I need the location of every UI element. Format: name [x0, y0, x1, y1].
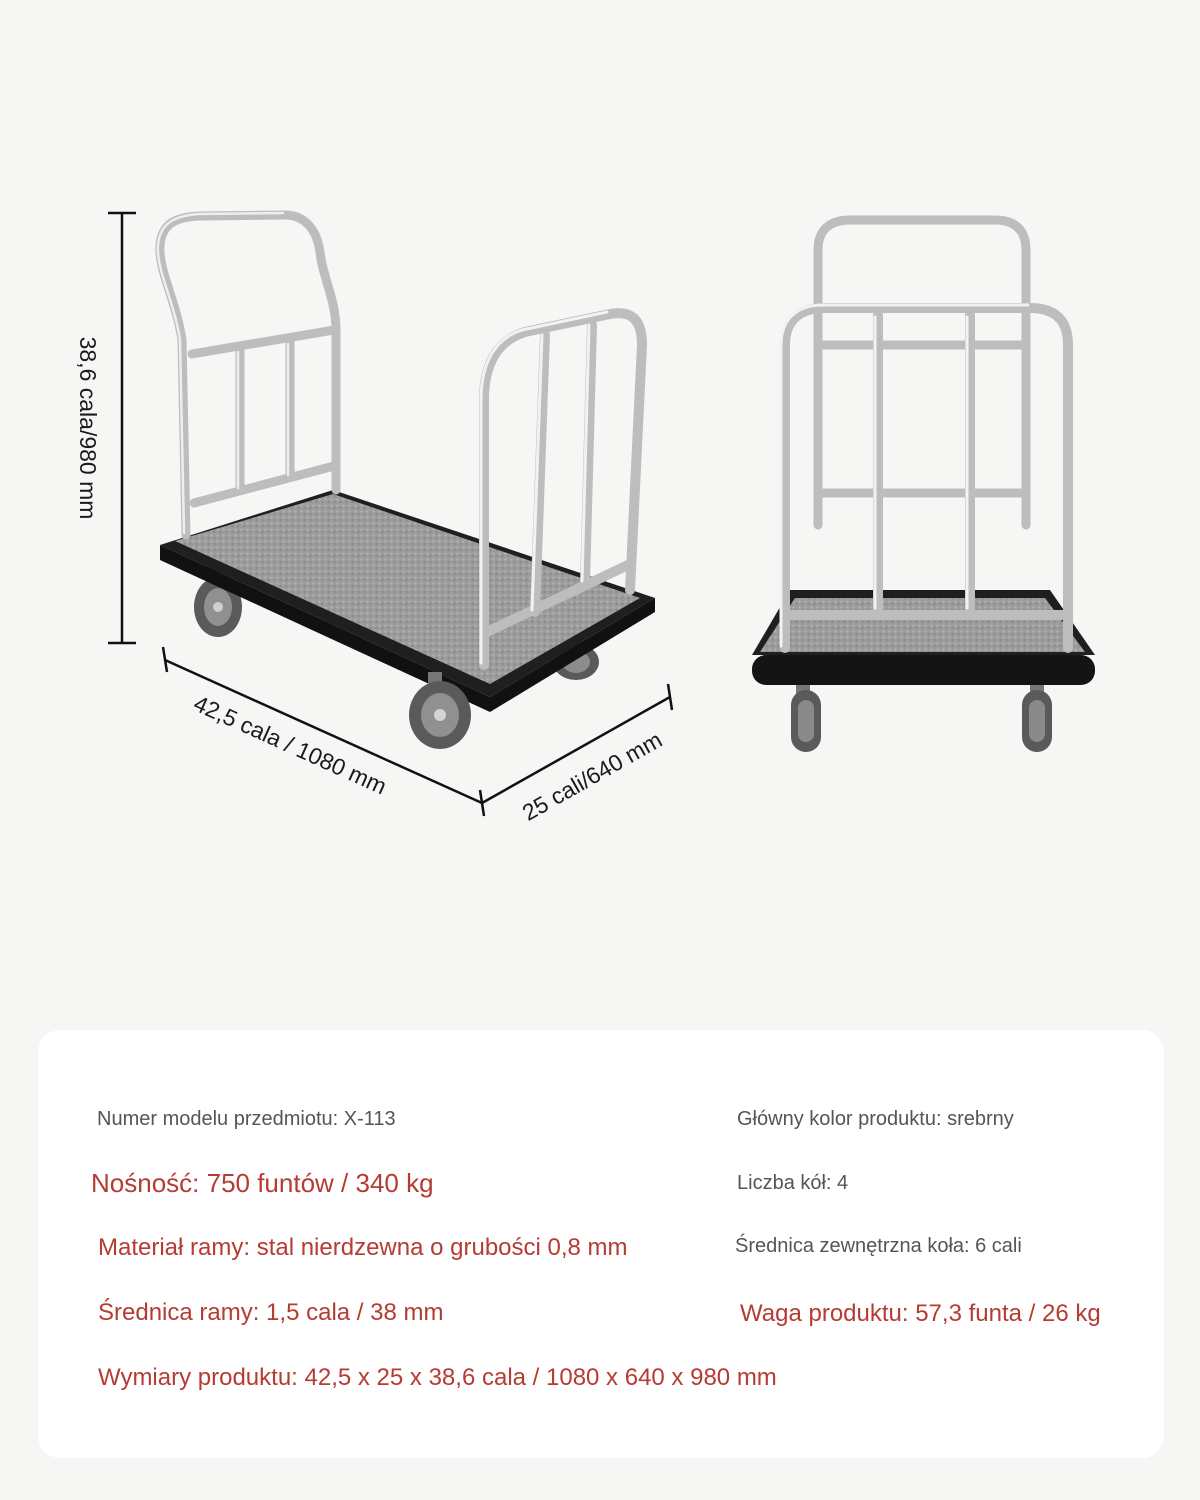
product-dimensions: Wymiary produktu: 42,5 x 25 x 38,6 cala / 1080 x 640 x 980 mm	[98, 1364, 777, 1391]
cart-front-view	[752, 220, 1095, 752]
height-dimension	[75, 213, 136, 643]
frame-material: Materiał ramy: stal nierdzewna o grubości 0,8 mm	[98, 1234, 628, 1261]
wheel-diameter: Średnica zewnętrzna koła: 6 cali	[735, 1235, 1022, 1257]
spec-card	[38, 1030, 1164, 1458]
cart-perspective-view	[158, 213, 655, 749]
length-label: 42,5 cala / 1080 mm	[189, 689, 391, 800]
product-weight: Waga produktu: 57,3 funta / 26 kg	[740, 1300, 1101, 1327]
width-label: 25 cali/640 mm	[517, 726, 667, 826]
height-label: 38,6 cala/980 mm	[75, 336, 101, 520]
model-number: Numer modelu przedmiotu: X-113	[97, 1108, 396, 1130]
frame-diameter: Średnica ramy: 1,5 cala / 38 mm	[98, 1299, 444, 1326]
wheel-count: Liczba kół: 4	[737, 1172, 849, 1194]
wheel-icon	[1022, 685, 1052, 752]
load-capacity: Nośność: 750 funtów / 340 kg	[91, 1168, 434, 1198]
width-dimension	[480, 684, 672, 826]
product-color: Główny kolor produktu: srebrny	[737, 1108, 1014, 1130]
wheel-icon	[791, 685, 821, 752]
